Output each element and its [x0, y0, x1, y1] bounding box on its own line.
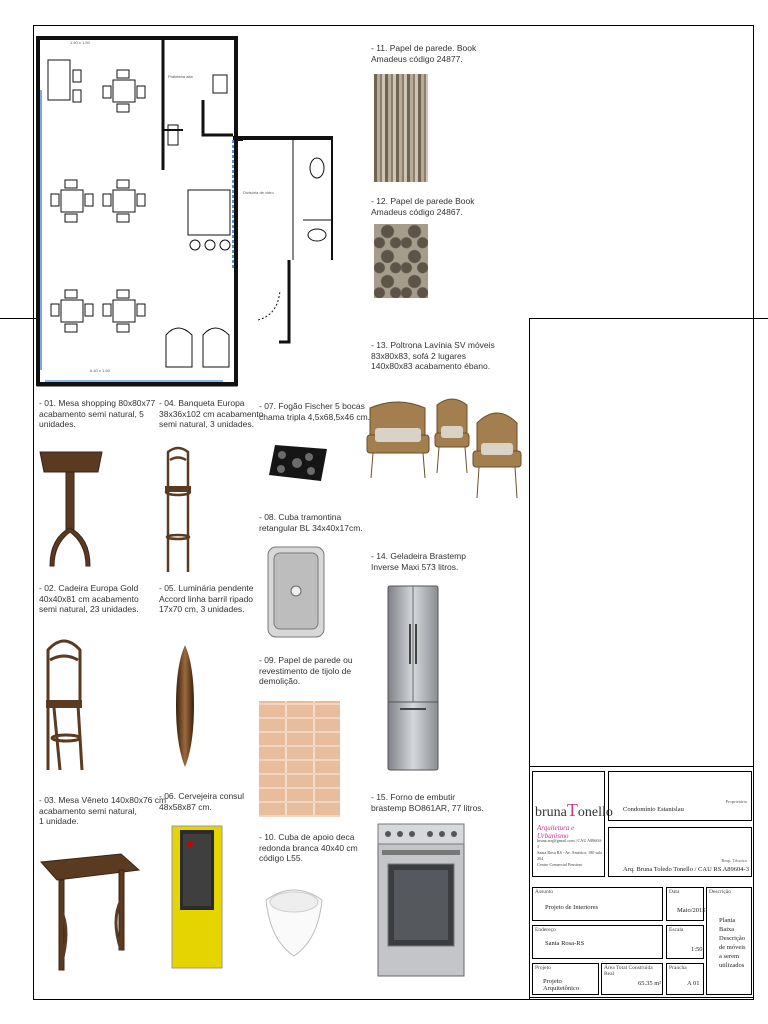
- refrigerator-image: [386, 584, 440, 774]
- wicker-armchair-set-image: [365, 393, 523, 503]
- description-caption: Descrição: [709, 889, 731, 895]
- item-11-text: - 11. Papel de parede. Book Amadeus código 24877.: [371, 43, 477, 64]
- description-box: [706, 887, 752, 995]
- date-box: [666, 887, 704, 921]
- subject-caption: Assunto: [535, 889, 554, 895]
- sheet-number-value: A 01: [687, 980, 700, 987]
- item-02-text: - 02. Cadeira Europa Gold 40x40x81 cm acabamento semi natural, 23 unidades.: [39, 583, 139, 614]
- damask-wallpaper-image: [374, 224, 428, 298]
- area-value: 65.35 m²: [638, 980, 662, 987]
- responsible-value: Arq. Bruna Toledo Tonello / CAU RS A89604-3: [623, 866, 749, 873]
- item-03-text: - 03. Mesa Vêneto 140x80x76 cm acabamento semi natural, 1 unidade.: [39, 795, 167, 826]
- item-07-text: - 07. Fogão Fischer 5 bocas chama tripla 4,5x68,5x46 cm.: [259, 401, 371, 422]
- date-caption: Data: [669, 889, 680, 895]
- owner-box: [608, 771, 752, 821]
- item-08-text: - 08. Cuba tramontina retangular BL 34x40x17cm.: [259, 512, 363, 533]
- plan-label-partition: Divisória de vidro: [243, 190, 274, 195]
- built-in-oven-image: [376, 822, 466, 978]
- scale-box: [666, 925, 704, 959]
- item-05-text: - 05. Luminária pendente Accord linha barril ripado 17x70 cm, 3 unidades.: [159, 583, 254, 614]
- owner-caption: Proprietário: [725, 799, 747, 804]
- title-block: [529, 766, 754, 998]
- cooktop-image: [267, 441, 329, 486]
- subject-value: Projeto de Interiores: [545, 904, 599, 911]
- address-box: [532, 925, 663, 959]
- project-caption: Projeto: [535, 965, 551, 971]
- plan-label-shelf: Prateleira alta: [168, 74, 193, 79]
- trim-mark-left: [0, 318, 36, 319]
- address-caption: Endereço: [535, 927, 556, 933]
- brand-contact: bruna.arq@gmail.com | CAU A89604-3 Santa Rosa RS - Av. América, 180 sala 204 Centro Comercial Pensiero: [537, 838, 603, 867]
- project-value: Projeto Arquitetônico: [543, 978, 580, 992]
- brand-tagline: Arquitetura e Urbanismo: [537, 824, 575, 840]
- bar-stool-image: [162, 442, 194, 574]
- address-value: Santa Rosa-RS: [545, 940, 585, 947]
- striped-wallpaper-image: [374, 74, 428, 182]
- sheet-number-box: [666, 963, 704, 995]
- brick-wallpaper-image: [259, 701, 340, 817]
- item-13-text: - 13. Poltrona Lavínia SV móveis 83x80x83, sofá 2 lugares 140x80x83 acabamento ébano.: [371, 340, 495, 371]
- item-15-text: - 15. Forno de embutir brastemp BO861AR, 77 litros.: [371, 792, 484, 813]
- bentwood-chair-image: [40, 630, 88, 775]
- brand-logo-box: [532, 771, 613, 877]
- responsible-caption: Resp. Técnico: [721, 858, 747, 863]
- owner-value: Condomínio Estanislau: [623, 806, 684, 813]
- beer-fridge-image: [170, 824, 225, 970]
- area-caption: Área Total Construída Real: [604, 965, 653, 977]
- plan-label-top: 1.40 x 1.50: [70, 40, 90, 45]
- item-04-text: - 04. Banqueta Europa 38x36x102 cm acabamento semi natural, 3 unidades.: [159, 398, 264, 429]
- date-value: Maio/2015: [677, 907, 706, 914]
- description-value: Planta Baixa Descrição de móveis a serem utilizados: [719, 917, 746, 969]
- item-14-text: - 14. Geladeira Brastemp Inverse Maxi 573 litros.: [371, 551, 466, 572]
- item-10-text: - 10. Cuba de apoio deca redonda branca 40x40 cm código L55.: [259, 832, 358, 863]
- square-table-image: [38, 448, 104, 570]
- pendant-lamp-image: [172, 635, 198, 769]
- brand-logo: brunaTonello: [535, 800, 613, 820]
- item-01-text: - 01. Mesa shopping 80x80x77 acabamento semi natural, 5 unidades.: [39, 398, 156, 429]
- kitchen-sink-image: [266, 545, 326, 640]
- washbasin-image: [262, 880, 326, 960]
- subject-box: [532, 887, 663, 921]
- item-06-text: - 06. Cervejeira consul 48x58x87 cm.: [159, 791, 245, 812]
- area-box: [601, 963, 663, 995]
- scale-caption: Escala: [669, 927, 684, 933]
- item-12-text: - 12. Papel de parede Book Amadeus código 24867.: [371, 196, 475, 217]
- floor-plan-detail: [33, 30, 333, 390]
- item-09-text: - 09. Papel de parede ou revestimento de tijolo de demolição.: [259, 655, 353, 686]
- plan-label-bottom: 6.40 x 1.50: [90, 368, 110, 373]
- rectangular-table-image: [39, 850, 141, 974]
- responsible-box: [608, 827, 752, 877]
- project-box: [532, 963, 599, 995]
- scale-value: 1:50: [691, 946, 703, 953]
- sheet-number-caption: Prancha: [669, 965, 687, 971]
